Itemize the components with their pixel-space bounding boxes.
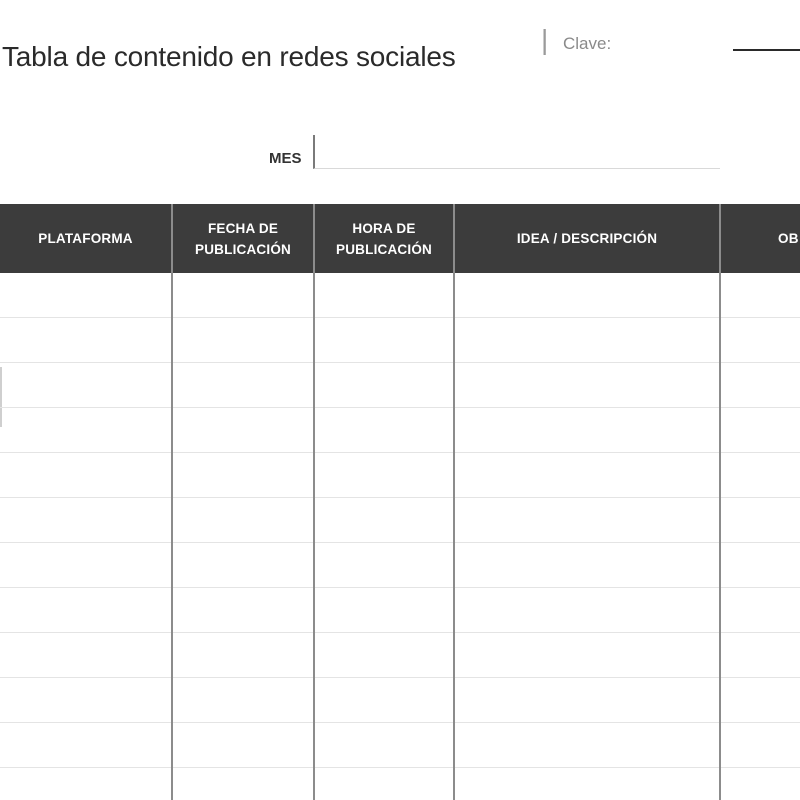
month-field[interactable]	[313, 135, 720, 169]
table-cell-plataforma[interactable]	[0, 768, 171, 800]
table-cell-idea[interactable]	[455, 498, 719, 542]
table-row	[0, 408, 800, 453]
table-cell-plataforma[interactable]	[0, 588, 171, 632]
table-cell-idea[interactable]	[455, 588, 719, 632]
table-cell-plataforma[interactable]	[0, 543, 171, 587]
table-cell-obs[interactable]	[721, 453, 800, 497]
table-row	[0, 498, 800, 543]
table-cell-idea[interactable]	[455, 633, 719, 677]
table-cell-idea[interactable]	[455, 678, 719, 722]
table-cell-idea[interactable]	[455, 273, 719, 317]
table-cell-obs[interactable]	[721, 543, 800, 587]
table-header	[0, 204, 800, 273]
column-divider	[453, 204, 455, 800]
header-plataforma: PLATAFORMA	[38, 231, 133, 246]
table-row	[0, 318, 800, 363]
table-cell-hora[interactable]	[315, 768, 453, 800]
header-hora-publicacion: HORA DE PUBLICACIÓN	[336, 220, 432, 257]
table-cell-hora[interactable]	[315, 408, 453, 452]
table-cell-fecha[interactable]	[173, 588, 313, 632]
table-cell-hora[interactable]	[315, 543, 453, 587]
table-row	[0, 363, 800, 408]
table-cell-fecha[interactable]	[173, 318, 313, 362]
table-cell-hora[interactable]	[315, 498, 453, 542]
table-cell-obs[interactable]	[721, 768, 800, 800]
table-row	[0, 543, 800, 588]
table-cell-obs[interactable]	[721, 498, 800, 542]
table-cell-plataforma[interactable]	[0, 498, 171, 542]
table-cell-obs[interactable]	[721, 678, 800, 722]
table-cell-obs[interactable]	[721, 318, 800, 362]
table-cell-idea[interactable]	[455, 318, 719, 362]
table-cell-idea[interactable]	[455, 723, 719, 767]
table-cell-plataforma[interactable]	[0, 633, 171, 677]
header-idea-descripcion: IDEA / DESCRIPCIÓN	[516, 231, 658, 246]
table-cell-hora[interactable]	[315, 318, 453, 362]
table-cell-plataforma[interactable]	[0, 273, 171, 317]
table-cell-obs[interactable]	[721, 723, 800, 767]
table-cell-plataforma[interactable]	[0, 678, 171, 722]
month-label: MES	[269, 150, 302, 167]
table-cell-fecha[interactable]	[173, 543, 313, 587]
title-separator: |	[541, 24, 549, 55]
table-cell-fecha[interactable]	[173, 633, 313, 677]
table-cell-fecha[interactable]	[173, 498, 313, 542]
table-cell-obs[interactable]	[721, 633, 800, 677]
table-cell-hora[interactable]	[315, 588, 453, 632]
table-cell-obs[interactable]	[721, 363, 800, 407]
content-table	[0, 204, 800, 800]
table-cell-idea[interactable]	[455, 768, 719, 800]
table-row	[0, 678, 800, 723]
table-row	[0, 768, 800, 800]
header-fecha-publicacion: FECHA DE PUBLICACIÓN	[195, 220, 291, 257]
table-cell-fecha[interactable]	[173, 363, 313, 407]
table-cell-hora[interactable]	[315, 363, 453, 407]
table-cell-obs[interactable]	[721, 273, 800, 317]
clave-input-line[interactable]	[733, 49, 800, 51]
table-row	[0, 273, 800, 318]
table-cell-plataforma[interactable]	[0, 723, 171, 767]
table-cell-idea[interactable]	[455, 543, 719, 587]
table-cell-fecha[interactable]	[173, 768, 313, 800]
table-cell-fecha[interactable]	[173, 408, 313, 452]
column-divider	[719, 204, 721, 800]
table-cell-obs[interactable]	[721, 588, 800, 632]
table-cell-plataforma[interactable]	[0, 318, 171, 362]
table-cell-hora[interactable]	[315, 633, 453, 677]
table-cell-fecha[interactable]	[173, 678, 313, 722]
table-cell-hora[interactable]	[315, 273, 453, 317]
table-row	[0, 453, 800, 498]
table-cell-idea[interactable]	[455, 363, 719, 407]
table-row	[0, 588, 800, 633]
table-row	[0, 723, 800, 768]
column-divider	[313, 204, 315, 800]
header-observaciones: OB	[778, 231, 799, 246]
table-cell-hora[interactable]	[315, 453, 453, 497]
table-cell-idea[interactable]	[455, 408, 719, 452]
table-cell-plataforma[interactable]	[0, 363, 171, 407]
table-row	[0, 633, 800, 678]
table-cell-hora[interactable]	[315, 723, 453, 767]
table-cell-fecha[interactable]	[173, 453, 313, 497]
table-cell-obs[interactable]	[721, 408, 800, 452]
page-title: Tabla de contenido en redes sociales	[2, 40, 456, 72]
table-cell-fecha[interactable]	[173, 723, 313, 767]
table-cell-plataforma[interactable]	[0, 453, 171, 497]
table-cell-hora[interactable]	[315, 678, 453, 722]
table-body	[0, 273, 800, 800]
table-cell-plataforma[interactable]	[0, 408, 171, 452]
clave-label: Clave:	[563, 34, 612, 53]
table-cell-idea[interactable]	[455, 453, 719, 497]
table-cell-fecha[interactable]	[173, 273, 313, 317]
column-divider	[171, 204, 173, 800]
